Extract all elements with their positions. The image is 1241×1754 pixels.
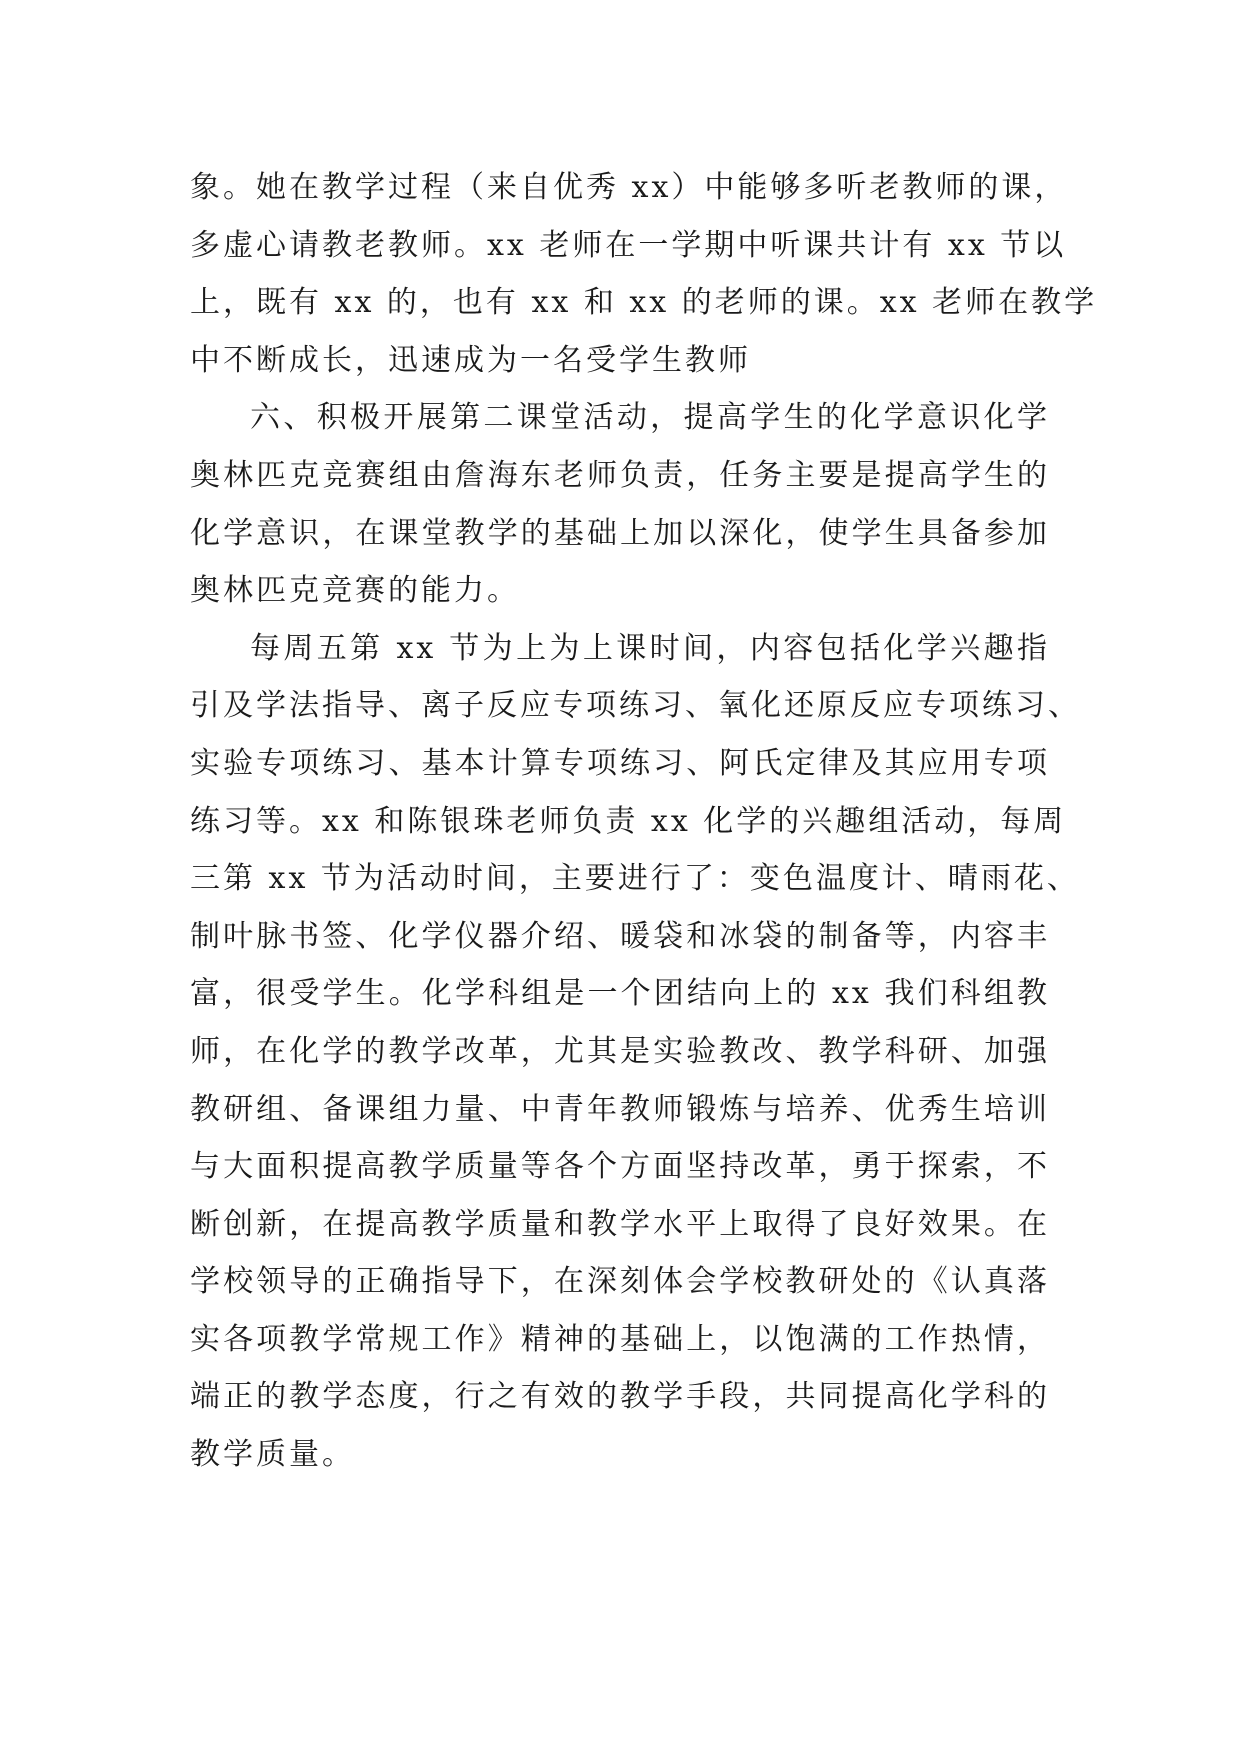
text-line: 与大面积提高教学质量等各个方面坚持改革，勇于探索，不 bbox=[190, 1149, 1050, 1185]
text-line: 奥林匹克竞赛组由詹海东老师负责，任务主要是提高学生的 bbox=[190, 457, 1050, 493]
text-line: 奥林匹克竞赛的能力。 bbox=[190, 573, 520, 609]
text-line: 上，既有 xx 的，也有 xx 和 xx 的老师的课。xx 老师在教学 bbox=[190, 285, 1098, 321]
text-line: 化学意识，在课堂教学的基础上加以深化，使学生具备参加 bbox=[190, 515, 1050, 551]
text-line: 断创新，在提高教学质量和教学水平上取得了良好效果。在 bbox=[190, 1206, 1050, 1242]
text-line: 端正的教学态度，行之有效的教学手段，共同提高化学科的 bbox=[190, 1379, 1050, 1415]
document-body bbox=[190, 159, 1098, 1484]
text-line: 练习等。xx 和陈银珠老师负责 xx 化学的兴趣组活动，每周 bbox=[190, 803, 1067, 839]
text-line: 每周五第 xx 节为上为上课时间，内容包括化学兴趣指 bbox=[250, 630, 1050, 666]
text-line: 引及学法指导、离子反应专项练习、氧化还原反应专项练习、 bbox=[190, 688, 1081, 724]
paragraph bbox=[190, 620, 1081, 1484]
text-line: 教学质量。 bbox=[190, 1437, 355, 1473]
text-line: 中不断成长，迅速成为一名受学生教师 bbox=[190, 342, 751, 378]
text-line: 教研组、备课组力量、中青年教师锻炼与培养、优秀生培训 bbox=[190, 1091, 1050, 1127]
paragraph bbox=[190, 389, 1050, 619]
text-line: 学校领导的正确指导下，在深刻体会学校教研处的《认真落 bbox=[190, 1264, 1050, 1300]
text-line: 实验专项练习、基本计算专项练习、阿氏定律及其应用专项 bbox=[190, 745, 1050, 781]
text-line: 实各项教学常规工作》精神的基础上，以饱满的工作热情， bbox=[190, 1321, 1050, 1357]
text-line: 师，在化学的教学改革，尤其是实验教改、教学科研、加强 bbox=[190, 1033, 1050, 1069]
text-line: 三第 xx 节为活动时间，主要进行了：变色温度计、晴雨花、 bbox=[190, 861, 1080, 897]
text-line: 多虚心请教老教师。xx 老师在一学期中听课共计有 xx 节以 bbox=[190, 227, 1067, 263]
text-line: 象。她在教学过程（来自优秀 xx）中能够多听老教师的课， bbox=[190, 170, 1068, 205]
text-line: 六、积极开展第二课堂活动，提高学生的化学意识化学 bbox=[250, 400, 1050, 436]
text-line: 制叶脉书签、化学仪器介绍、暖袋和冰袋的制备等，内容丰 bbox=[190, 918, 1050, 954]
paragraph bbox=[190, 159, 1098, 389]
text-line: 富，很受学生。化学科组是一个团结向上的 xx 我们科组教 bbox=[190, 976, 1050, 1012]
